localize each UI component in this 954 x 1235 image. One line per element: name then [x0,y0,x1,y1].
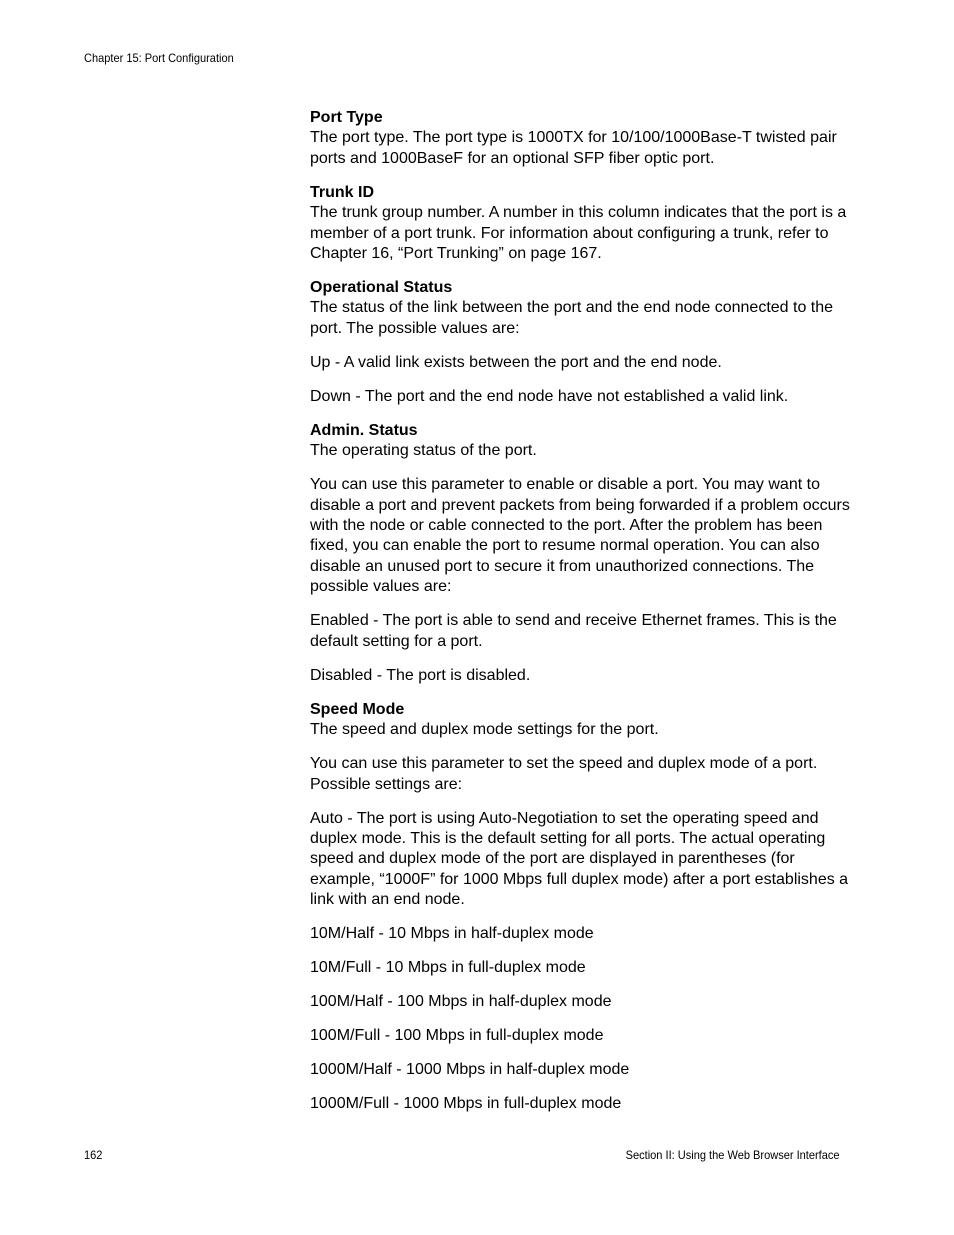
running-header: Chapter 15: Port Configuration [84,51,234,65]
section-trunk-id [310,183,850,265]
value-auto: Auto - The port is using Auto-Negotiation to set the operating speed and duplex mode. This is the default setting for all ports. The actual operating speed and duplex mode of the port are displayed in parentheses (for example, “1000F” for 1000 Mbps full duplex mode) after a port establishes a link with an end node. [310,809,849,909]
paragraph: The trunk group number. A number in this column indicates that the port is a member of a port trunk. For information about configuring a trunk, refer to Chapter 16, “Port Trunking” on page 167. [310,204,847,263]
value-1000m-half: 1000M/Half - 1000 Mbps in half-duplex mode [310,1061,630,1079]
paragraph: You can use this parameter to set the speed and duplex mode of a port. Possible settings are: [310,755,818,793]
value-enabled: Enabled - The port is able to send and receive Ethernet frames. This is the default setting for a port. [310,612,837,650]
value-100m-half: 100M/Half - 100 Mbps in half-duplex mode [310,993,612,1011]
paragraph: The port type. The port type is 1000TX for 10/100/1000Base-T twisted pair ports and 1000BaseF for an optional SFP fiber optic port. [310,129,837,167]
term-heading: Port Type [310,109,383,126]
term-heading: Admin. Status [310,421,418,439]
value-up: Up - A valid link exists between the port and the end node. [310,353,722,371]
section-port-type [310,108,850,169]
value-100m-full: 100M/Full - 100 Mbps in full-duplex mode [310,1027,604,1045]
term-heading: Trunk ID [310,183,375,201]
paragraph: The speed and duplex mode settings for the port. [310,721,659,739]
value-10m-half: 10M/Half - 10 Mbps in half-duplex mode [310,925,594,943]
value-10m-full: 10M/Full - 10 Mbps in full-duplex mode [310,959,586,977]
paragraph: You can use this parameter to enable or disable a port. You may want to disable a port and prevent packets from being forwarded if a problem occurs with the node or cable connected to the port. After the problem has been fixed, you can enable the port to resume normal operation. You can also disable an unused port to secure it from unauthorized connections. The possible values are: [310,476,850,596]
section-operational-status [310,278,850,407]
paragraph: The status of the link between the port and the end node connected to the port. The possible values are: [310,299,834,337]
value-disabled: Disabled - The port is disabled. [310,666,531,684]
main-content [310,108,850,1128]
term-heading: Speed Mode [310,700,405,718]
paragraph: The operating status of the port. [310,442,537,460]
page-number: 162 [84,1148,103,1162]
term-heading: Operational Status [310,279,453,297]
section-admin-status [310,421,850,686]
section-speed-mode [310,700,850,1115]
value-down: Down - The port and the end node have not established a valid link. [310,387,789,405]
running-footer: Section II: Using the Web Browser Interface [626,1148,840,1162]
value-1000m-full: 1000M/Full - 1000 Mbps in full-duplex mode [310,1095,622,1113]
